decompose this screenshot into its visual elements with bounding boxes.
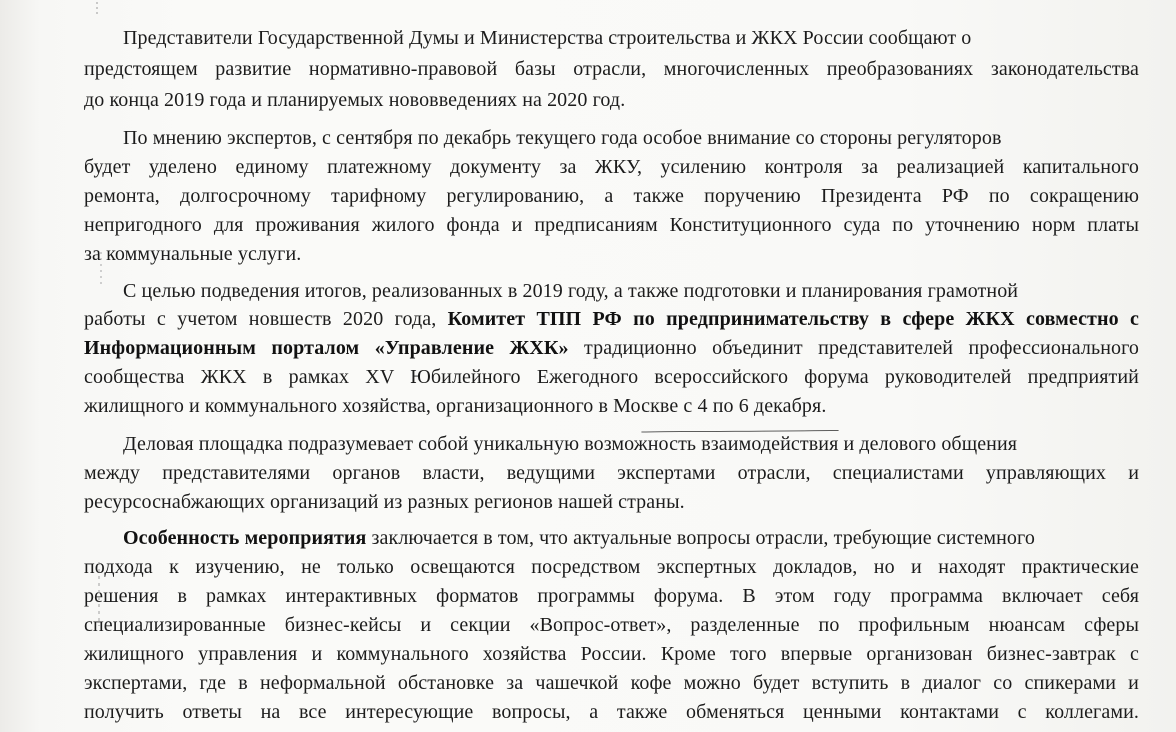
paragraph-5-line-7: получить ответы на все интересующие вопросы, а также обменяться ценными контактами с коллегами. bbox=[84, 701, 1139, 723]
scan-artifact-mark bbox=[96, 250, 106, 290]
paragraph-3-line-5: жилищного и коммунального хозяйства, организационного в Москве с 4 по 6 декабря. bbox=[84, 395, 827, 417]
paragraph-3-line-3-text: традиционно объединит представителей профессионального bbox=[568, 337, 1139, 359]
paragraph-3-line-2 bbox=[84, 309, 1139, 329]
paragraph-2-line-4: непригодного для проживания жилого фонда и предписаниям Конституционного суда по уточнению норм платы bbox=[84, 214, 1139, 236]
paragraph-5-line-3: решения в рамках интерактивных форматов программы форума. В этом году программа включает себя bbox=[84, 585, 1139, 607]
paragraph-5-line-1-text: заключается в том, что актуальные вопросы отрасли, требующие системного bbox=[366, 527, 1035, 549]
paragraph-3-line-4: сообщества ЖКХ в рамках XV Юбилейного Ежегодного всероссийского форума руководителей предприятий bbox=[84, 366, 1139, 388]
scan-artifact-mark bbox=[92, 0, 102, 20]
paragraph-2-line-3: ремонта, долгосрочному тарифному регулированию, а также поручению Президента РФ по сокращению bbox=[84, 185, 1139, 207]
paragraph-4-line-1: Деловая площадка подразумевает собой уникальную возможность взаимодействия и делового общения bbox=[123, 433, 1018, 455]
paragraph-5-line-4: специализированные бизнес-кейсы и секции «Вопрос-ответ», разделенные по профильным нюансам сферы bbox=[84, 614, 1139, 636]
paragraph-5-line-6: экспертами, где в неформальной обстановке за чашечкой кофе можно будет вступить в диалог со спикерами и bbox=[84, 672, 1139, 694]
paragraph-1-line-1: Представители Государственной Думы и Министерства строительства и ЖКХ России сообщают о bbox=[123, 27, 972, 49]
paragraph-3-line-1: С целью подведения итогов, реализованных в 2019 году, а также подготовки и планирования грамотной bbox=[123, 280, 1019, 302]
paragraph-1-line-3: до конца 2019 года и планируемых нововведениях на 2020 год. bbox=[84, 89, 626, 111]
paragraph-3-line-2-text: работы с учетом новшеств 2020 года, bbox=[84, 308, 448, 330]
portal-name-bold: Информационным порталом «Управление ЖХК» bbox=[84, 337, 569, 359]
paragraph-2-line-1: По мнению экспертов, с сентября по декабрь текущего года особое внимание со стороны регуляторов bbox=[123, 127, 1002, 149]
paragraph-5-line-5: жилищного управления и коммунального хозяйства России. Кроме того впервые организован бизнес-завтрак с bbox=[84, 643, 1139, 665]
paragraph-5-line-2: подхода к изучению, не только освещаются посредством экспертных докладов, но и находят практические bbox=[84, 556, 1139, 578]
paragraph-3-line-3 bbox=[84, 338, 1139, 358]
event-feature-bold: Особенность мероприятия bbox=[123, 527, 367, 549]
paragraph-2-line-5: за коммунальные услуги. bbox=[84, 243, 302, 265]
scan-artifact-mark bbox=[94, 560, 104, 630]
committee-name-bold: Комитет ТПП РФ по предпринимательству в сфере ЖКХ совместно с bbox=[447, 308, 1139, 330]
paragraph-4-line-3: ресурсоснабжающих организаций из разных регионов нашей страны. bbox=[84, 491, 685, 513]
paragraph-2-line-2: будет уделено единому платежному документу за ЖКУ, усилению контроля за реализацией капитального bbox=[84, 156, 1139, 178]
paragraph-5-line-1 bbox=[123, 528, 1139, 548]
paragraph-4-line-2: между представителями органов власти, ведущими экспертами отрасли, специалистами управляющих и bbox=[84, 462, 1139, 484]
paragraph-1-line-2: предстоящем развитие нормативно-правовой базы отрасли, многочисленных преобразованиях законодательства bbox=[84, 58, 1139, 80]
